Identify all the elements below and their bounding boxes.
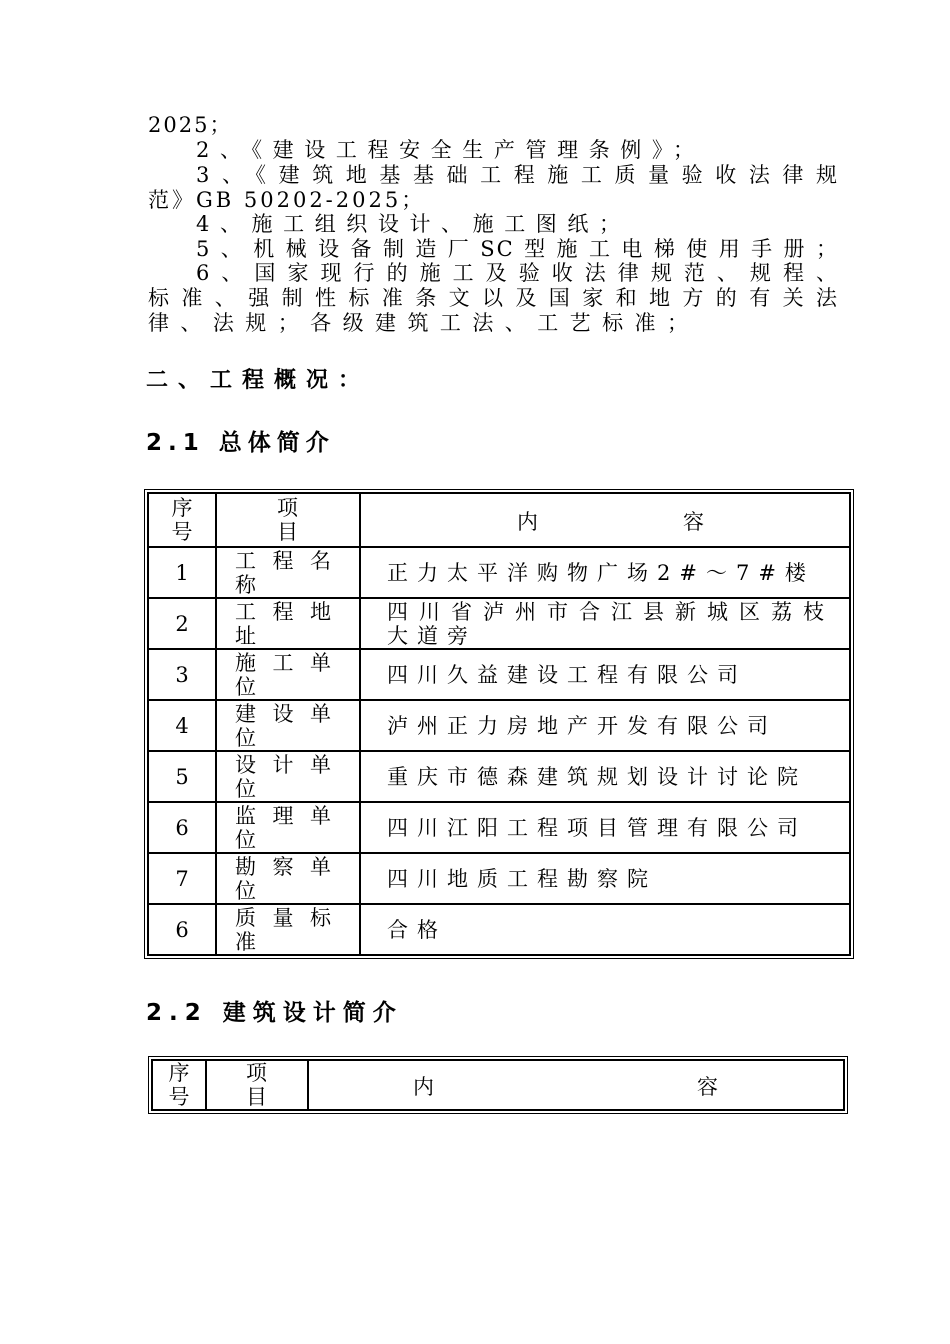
row-seq: 7: [148, 853, 216, 904]
table-row: [148, 598, 850, 649]
architecture-table: [148, 1056, 848, 1114]
header-content-right: 容: [697, 1075, 718, 1099]
row-content: 合格: [360, 904, 850, 955]
row-content: 泸州正力房地产开发有限公司: [360, 700, 850, 751]
row-content: 四川省泸州市合江县新城区荔枝大道旁: [360, 598, 850, 649]
table-header-row: [152, 1060, 844, 1110]
row-content: 四川地质工程勘察院: [360, 853, 850, 904]
row-seq: 4: [148, 700, 216, 751]
table-header-row: [148, 493, 850, 547]
row-seq: 5: [148, 751, 216, 802]
header-content-left: 内: [517, 510, 538, 534]
row-item: 监理单位: [216, 802, 360, 853]
intro-line-6: 5、机械设备制造厂SC型施工电梯使用手册；: [196, 237, 839, 261]
header-seq: 序号: [148, 493, 216, 547]
row-item: 施工单位: [216, 649, 360, 700]
overview-table: [144, 489, 854, 959]
intro-line-5: 4、施工组织设计、施工图纸；: [196, 212, 622, 236]
table-row: [148, 700, 850, 751]
row-seq: 1: [148, 547, 216, 598]
row-item: 工程地址: [216, 598, 360, 649]
row-content: 重庆市德森建筑规划设计讨论院: [360, 751, 850, 802]
intro-line-7: 6、国家现行的施工及验收法律规范、规程、: [196, 261, 839, 285]
subsection-title-2-1: 2.1 总体简介: [146, 430, 335, 456]
row-item: 建设单位: [216, 700, 360, 751]
table-row: [148, 547, 850, 598]
intro-line-2: 2、《建设工程安全生产管理条例》；: [196, 138, 696, 162]
row-item: 设计单位: [216, 751, 360, 802]
header-content-right: 容: [683, 510, 704, 534]
intro-line-4: 范》GB 50202-2025；: [148, 188, 426, 212]
row-content: 正力太平洋购物广场2#～7#楼: [360, 547, 850, 598]
intro-line-8: 标准、强制性标准条文以及国家和地方的有关法: [148, 286, 839, 310]
row-content: 四川久益建设工程有限公司: [360, 649, 850, 700]
row-content: 四川江阳工程项目管理有限公司: [360, 802, 850, 853]
intro-line-1: 2025；: [148, 113, 233, 137]
intro-line-9: 律、法规；各级建筑工法、工艺标准；: [148, 311, 690, 335]
table-row: [148, 853, 850, 904]
table-row: [148, 751, 850, 802]
header-seq: 序号: [152, 1060, 206, 1110]
header-content: [308, 1060, 844, 1110]
table-row: [148, 904, 850, 955]
row-item: 工程名称: [216, 547, 360, 598]
row-item: 勘察单位: [216, 853, 360, 904]
intro-line-3: 3、《建筑地基基础工程施工质量验收法律规: [196, 163, 839, 187]
table-row: [148, 649, 850, 700]
header-item: 项目: [206, 1060, 308, 1110]
row-seq: 3: [148, 649, 216, 700]
table-row: [148, 802, 850, 853]
header-item: 项目: [216, 493, 360, 547]
row-seq: 6: [148, 802, 216, 853]
header-content-left: 内: [413, 1075, 434, 1099]
subsection-title-2-2: 2.2 建筑设计简介: [146, 1000, 403, 1026]
header-content: [360, 493, 850, 547]
row-seq: 6: [148, 904, 216, 955]
section-title: 二、工程概况：: [146, 368, 371, 393]
row-seq: 2: [148, 598, 216, 649]
row-item: 质量标准: [216, 904, 360, 955]
